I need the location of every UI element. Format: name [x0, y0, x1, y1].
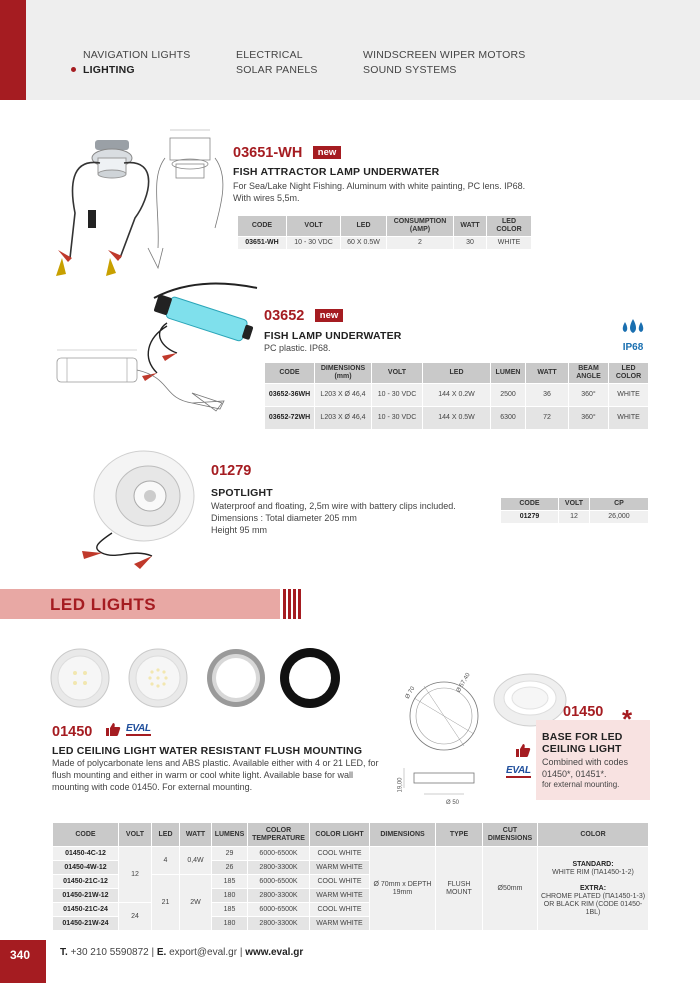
cell: 03651-WH: [238, 237, 287, 250]
cell: 2800-3300K: [248, 917, 310, 931]
spotlight-image: [52, 448, 202, 573]
col-header: WATT: [454, 216, 487, 237]
col-header: DIMENSIONS: [370, 823, 436, 847]
cell: 180: [212, 917, 248, 931]
email-link[interactable]: export@eval.gr: [169, 947, 238, 958]
cell: 01450-4W-12: [53, 861, 119, 875]
product-title: BASE FOR LED CEILING LIGHT: [542, 731, 623, 755]
email-label: E.: [156, 947, 167, 958]
col-header: COLOR: [538, 823, 649, 847]
product-code: 03652: [264, 308, 305, 324]
col-header: LED COLOR: [609, 363, 649, 384]
cell: 36: [526, 384, 569, 407]
cell: Ø 70mm x DEPTH 19mm: [370, 847, 436, 931]
cell: 26,000: [590, 511, 649, 524]
cell: 2800-3300K: [248, 889, 310, 903]
led-ceiling-light-images: [48, 646, 358, 711]
cell: 01450-4C-12: [53, 847, 119, 861]
col-header: VOLT: [287, 216, 341, 237]
cell: 72: [526, 407, 569, 430]
product-03651-heading: [233, 144, 341, 162]
cell: 10 - 30 VDC: [372, 384, 423, 407]
nav-column-3: [363, 48, 526, 77]
cell: 360°: [569, 407, 609, 430]
cell: L203 X Ø 46,4: [315, 384, 372, 407]
dim-label: Ø 57,40: [455, 672, 472, 694]
cell: WHITE: [609, 407, 649, 430]
nav-column-2: [236, 48, 318, 77]
cell: 6000-6500K: [248, 903, 310, 917]
cell: 03652-36WH: [265, 384, 315, 407]
cell: Ø50mm: [483, 847, 538, 931]
product-code: 01450: [563, 704, 604, 720]
nav-link-solar-panels[interactable]: SOLAR PANELS: [236, 63, 318, 76]
new-badge: new: [313, 146, 341, 159]
product-title: FISH LAMP UNDERWATER: [264, 330, 402, 342]
cell: 185: [212, 903, 248, 917]
table-row: [265, 384, 649, 407]
table-row: [53, 847, 649, 861]
product-code: 01279: [211, 463, 252, 479]
cell: 24: [119, 903, 152, 931]
cell: 6300: [491, 407, 526, 430]
cell: 360°: [569, 384, 609, 407]
table-row: [501, 511, 649, 524]
color-standard-label: STANDARD:: [572, 860, 614, 868]
col-header: WATT: [180, 823, 212, 847]
col-header: CP: [590, 498, 649, 511]
thumbs-up-icon: [515, 743, 531, 758]
product-note: for external mounting.: [542, 780, 620, 789]
col-header: BEAM ANGLE: [569, 363, 609, 384]
cell: 10 - 30 VDC: [372, 407, 423, 430]
water-drops-icon: [620, 318, 646, 338]
nav-link-electrical[interactable]: ELECTRICAL: [236, 49, 303, 61]
col-header: VOLT: [119, 823, 152, 847]
nav-link-lighting[interactable]: [83, 63, 190, 78]
fish-lamp-image: [42, 278, 262, 418]
cell: COOL WHITE: [310, 875, 370, 889]
product-code: 03651-WH: [233, 145, 303, 161]
product-description: PC plastic. IP68.: [264, 343, 331, 353]
eval-logo: EVAL: [506, 765, 531, 776]
cell: 12: [119, 847, 152, 903]
ip68-badge: [618, 318, 648, 353]
cell: 01450-21W-24: [53, 917, 119, 931]
cell: 03652-72WH: [265, 407, 315, 430]
product-title: FISH ATTRACTOR LAMP UNDERWATER: [233, 166, 440, 178]
cell: 01450-21C-24: [53, 903, 119, 917]
color-extra-label: EXTRA:: [579, 884, 607, 892]
col-header: LUMEN: [491, 363, 526, 384]
cell: COOL WHITE: [310, 903, 370, 917]
table-row: [265, 407, 649, 430]
col-header: WATT: [526, 363, 569, 384]
product-title: LED CEILING LIGHT WATER RESISTANT FLUSH MOUNTING: [52, 745, 363, 757]
phone-label: T.: [60, 947, 68, 958]
separator: |: [239, 947, 243, 958]
banner-stripes: [283, 589, 303, 619]
cell: 01279: [501, 511, 559, 524]
col-header: VOLT: [559, 498, 590, 511]
col-header: CODE: [53, 823, 119, 847]
cell: 144 X 0.5W: [423, 407, 491, 430]
dim-label: 19,00: [397, 777, 404, 793]
cell: 26: [212, 861, 248, 875]
cell: COOL WHITE: [310, 847, 370, 861]
cell: 4: [152, 847, 180, 875]
nav-link-lighting-label: LIGHTING: [83, 63, 135, 76]
cell: 185: [212, 875, 248, 889]
desc-line: Waterproof and floating, 2,5m wire with battery clips included.: [211, 501, 456, 511]
thumbs-up-icon: [105, 722, 121, 737]
cell: 2W: [180, 875, 212, 931]
cell: 21: [152, 875, 180, 931]
specs-table-01279: [500, 497, 649, 524]
cell: 01450-21W-12: [53, 889, 119, 903]
cell: WARM WHITE: [310, 861, 370, 875]
eval-logo: EVAL: [126, 723, 151, 734]
specs-table-01450: [52, 822, 649, 931]
cell: 2: [387, 237, 454, 250]
cell: 01450-21C-12: [53, 875, 119, 889]
color-extra: CHROME PLATED (ΠΑ1450-1-3) OR BLACK RIM (CODE 01450-1BL): [540, 892, 646, 916]
table-row: [238, 237, 532, 250]
product-03652-heading: [264, 307, 343, 325]
nav-column-1: [83, 48, 190, 77]
col-header: VOLT: [372, 363, 423, 384]
product-description: Combined with codes 01450*, 01451*.: [542, 757, 629, 779]
cell: 10 - 30 VDC: [287, 237, 341, 250]
separator: |: [151, 947, 155, 958]
cell: FLUSH MOUNT: [436, 847, 483, 931]
phone-number: +30 210 5590872: [70, 947, 149, 958]
asterisk-mark: *: [622, 704, 633, 734]
product-description: [211, 500, 456, 536]
ip68-label: IP68: [622, 342, 644, 353]
specs-table-03652: [264, 362, 649, 430]
cell: WHITE: [487, 237, 532, 250]
col-header: LED: [423, 363, 491, 384]
page-number: 340: [10, 948, 31, 962]
col-header: LED: [341, 216, 387, 237]
col-header: CODE: [265, 363, 315, 384]
cell: 29: [212, 847, 248, 861]
col-header: LED: [152, 823, 180, 847]
cell: 144 X 0.2W: [423, 384, 491, 407]
color-cell: [538, 847, 649, 931]
cell: 30: [454, 237, 487, 250]
nav-link-sound-systems[interactable]: SOUND SYSTEMS: [363, 63, 457, 76]
product-code: 01450: [52, 724, 93, 740]
cell: 12: [559, 511, 590, 524]
cell: 0,4W: [180, 847, 212, 875]
cell: 180: [212, 889, 248, 903]
color-standard: WHITE RIM (ΠΑ1450-1-2): [552, 868, 634, 876]
cell: WHITE: [609, 384, 649, 407]
cell: 2500: [491, 384, 526, 407]
product-title: SPOTLIGHT: [211, 487, 273, 499]
col-header: CONSUMPTION (AMP): [387, 216, 454, 237]
dim-label: Ø 70: [404, 685, 417, 701]
cell: 6000-6500K: [248, 875, 310, 889]
desc-line: Dimensions : Total diameter 205 mm: [211, 513, 357, 523]
col-header: TYPE: [436, 823, 483, 847]
cell: WARM WHITE: [310, 889, 370, 903]
cell: 60 X 0.5W: [341, 237, 387, 250]
col-header: COLOR TEMPERATURE: [248, 823, 310, 847]
footer-contact: [60, 947, 303, 958]
col-header: LUMENS: [212, 823, 248, 847]
dim-label: Ø 50: [446, 800, 460, 806]
col-header: LED COLOR: [487, 216, 532, 237]
cell: 6000-6500K: [248, 847, 310, 861]
active-dot-icon: [71, 67, 76, 72]
col-header: CODE: [238, 216, 287, 237]
section-title: LED LIGHTS: [50, 595, 157, 614]
col-header: DIMENSIONS (mm): [315, 363, 372, 384]
nav-link-navigation-lights[interactable]: NAVIGATION LIGHTS: [83, 49, 191, 61]
header-accent: [0, 0, 26, 100]
desc-line: Height 95 mm: [211, 525, 268, 535]
new-badge: new: [315, 309, 343, 322]
col-header: COLOR LIGHT: [310, 823, 370, 847]
product-description: Made of polycarbonate lens and ABS plastic. Available either with 4 or 21 LED, for flush mounting and either in warm or cool white light. Available base for wall mounting with code 01450. For external mounting.: [52, 758, 379, 792]
specs-table-03651: [237, 215, 532, 250]
cell: L203 X Ø 46,4: [315, 407, 372, 430]
col-header: CODE: [501, 498, 559, 511]
col-header: CUT DIMENSIONS: [483, 823, 538, 847]
product-description: For Sea/Lake Night Fishing. Aluminum with white painting, PC lens. IP68. With wires 5,5m.: [233, 181, 526, 203]
website-link[interactable]: www.eval.gr: [245, 947, 304, 958]
cell: WARM WHITE: [310, 917, 370, 931]
nav-link-windscreen-wiper-motors[interactable]: WINDSCREEN WIPER MOTORS: [363, 49, 526, 61]
cell: 2800-3300K: [248, 861, 310, 875]
fish-attractor-lamp-image: [40, 118, 230, 283]
